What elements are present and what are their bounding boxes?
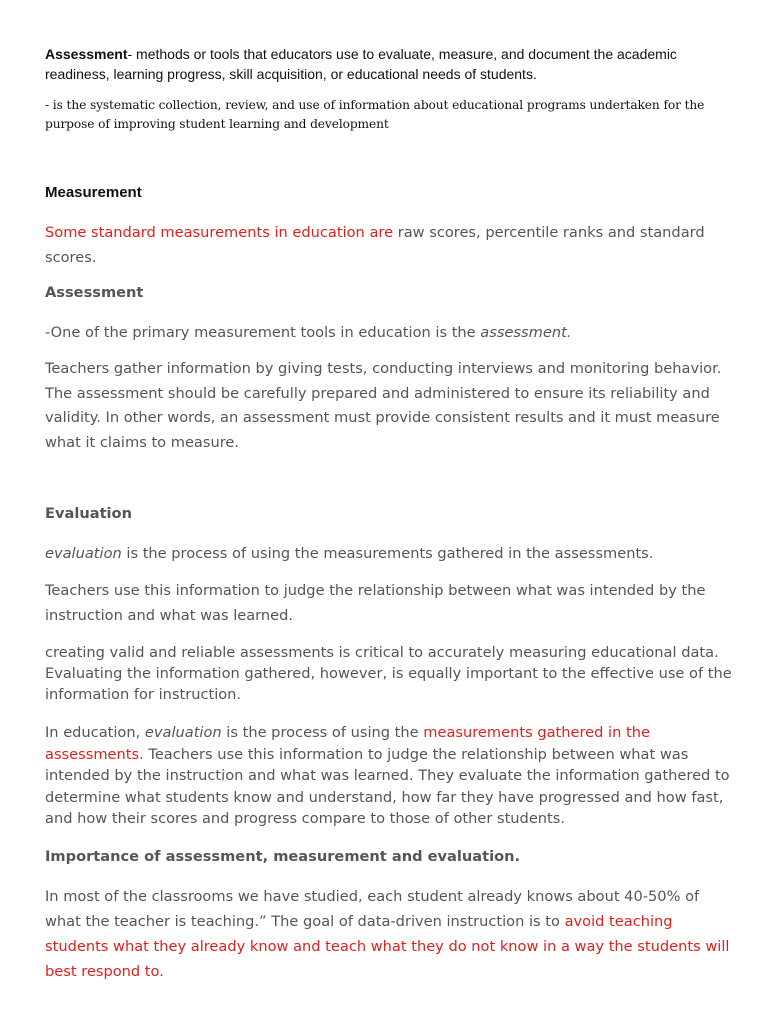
evaluation-paragraph-1 bbox=[45, 541, 735, 566]
intro-second-definition: - is the systematic collection, review, and use of information about educational programs undertaken for the purpose of improving student learning and development bbox=[45, 98, 705, 131]
evaluation-p4-lead: In education, bbox=[45, 724, 145, 741]
heading-assessment: Assessment bbox=[45, 284, 144, 301]
evaluation-p4-mid: is the process of using the bbox=[221, 724, 424, 741]
evaluation-paragraph-4 bbox=[45, 722, 735, 830]
heading-importance: Importance of assessment, measurement and evaluation. bbox=[45, 848, 521, 865]
evaluation-paragraph-2: Teachers use this information to judge the relationship between what was intended by the instruction and what was learned. bbox=[45, 582, 706, 624]
evaluation-paragraph-3: creating valid and reliable assessments is critical to accurately measuring educational data. Evaluating the information gathered, however, is equally important to the effective use of the information for instruction. bbox=[45, 644, 732, 703]
importance-lead: In most of the classrooms we have studied, each student already knows about 40-50% of what the teacher is teaching.” The goal of data-driven instruction is to bbox=[45, 888, 700, 930]
evaluation-p4-highlight: measurements gathered in the assessments bbox=[45, 724, 650, 763]
importance-paragraph bbox=[45, 884, 735, 984]
evaluation-p4-em: evaluation bbox=[144, 724, 222, 741]
intro-definition-text: - methods or tools that educators use to evaluate, measure, and document the academic readiness, learning progress, skill acquisition, or educational needs of students. bbox=[45, 46, 677, 82]
assessment-paragraph-1 bbox=[45, 320, 735, 345]
evaluation-p1-em: evaluation bbox=[45, 545, 122, 562]
assessment-p1-lead: -One of the primary measurement tools in education is the bbox=[45, 324, 481, 341]
measurement-highlight: Some standard measurements in education are bbox=[45, 224, 394, 241]
intro-definition bbox=[45, 44, 735, 84]
assessment-paragraph-2: Teachers gather information by giving tests, conducting interviews and monitoring behavior. The assessment should be carefully prepared and administered to ensure its reliability and validity. In other words, an assessment must provide consistent results and it must measure what it claims to measure. bbox=[45, 360, 722, 451]
heading-measurement: Measurement bbox=[45, 184, 142, 201]
evaluation-p4-rest: . Teachers use this information to judge the relationship between what was intended by the instruction and what was learned. They evaluate the information gathered to determine what students know and understand, how far they have progressed and how fast, and how their scores and progress compare to those of other students. bbox=[45, 745, 730, 827]
measurement-paragraph bbox=[45, 220, 735, 270]
importance-highlight: avoid teaching students what they already know and teach what they do not know in a way the students will best respond to. bbox=[45, 913, 730, 980]
heading-evaluation: Evaluation bbox=[45, 505, 132, 522]
assessment-p1-em: assessment. bbox=[480, 324, 572, 341]
evaluation-p1-rest: is the process of using the measurements gathered in the assessments. bbox=[121, 545, 654, 562]
intro-term: Assessment bbox=[45, 46, 128, 62]
measurement-rest: raw scores, percentile ranks and standard scores. bbox=[45, 224, 705, 266]
